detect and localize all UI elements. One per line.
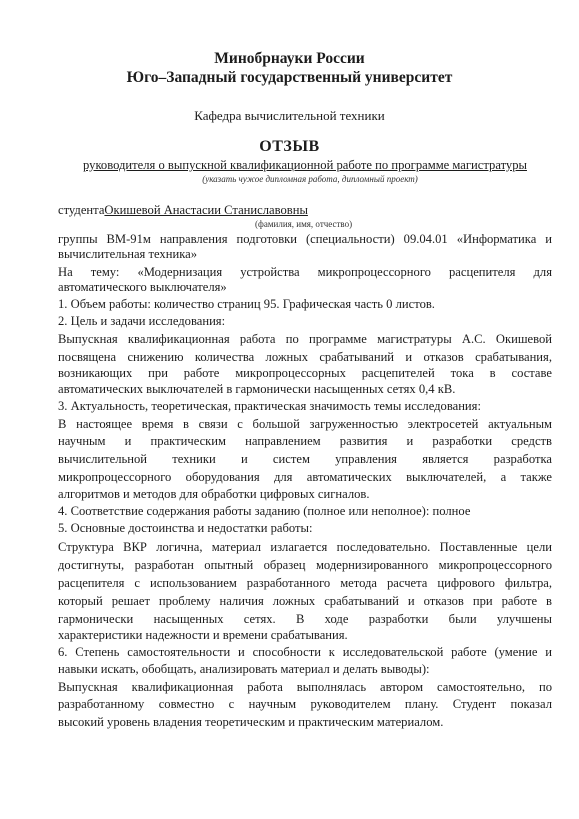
body-line-04: автоматического выключателя» xyxy=(58,280,227,294)
body-line-18: 5. Основные достоинства и недостатки работы: xyxy=(58,521,313,535)
body-line-11: 3. Актуальность, теоретическая, практическая значимость темы исследования: xyxy=(58,399,481,413)
body-line-29: высокий уровень владения теоретическим и практическим материалом. xyxy=(58,715,444,729)
body-line-07: Выпускная квалификационная работа по программе магистратуры А.С. Окишевой xyxy=(58,332,552,346)
body-line-22: который решает проблему наличия ложных срабатываний и отказов при работе в xyxy=(58,594,552,608)
ministry-heading: Минобрнауки России xyxy=(214,50,365,67)
body-line-23: гармонически насыщенных сетях. В ходе разработки были улучшены xyxy=(58,612,552,626)
body-line-16: алгоритмов и методов для обработки цифровых сигналов. xyxy=(58,487,370,501)
student-prefix: студента xyxy=(58,203,105,217)
body-line-20: достигнуты, разработан опытный образец модернизированного микропроцессорного xyxy=(58,558,552,572)
student-line xyxy=(58,203,552,218)
body-line-19: Структура ВКР логична, материал излагается последовательно. Поставленные цели xyxy=(58,540,552,554)
body-line-17: 4. Соответствие содержания работы заданию (полное или неполное): полное xyxy=(58,504,471,518)
document-subtitle: руководителя о выпускной квалификационной работе по программе магистратуры xyxy=(83,158,527,172)
body-line-27: Выпускная квалификационная работа выполнялась автором самостоятельно, по xyxy=(58,680,552,694)
body-line-21: расцепителя с использованием разработанного метода расчета цифрового фильтра, xyxy=(58,576,552,590)
body-line-12: В настоящее время в связи с большой загруженностью электросетей актуальным xyxy=(58,417,552,431)
body-line-26: навыки искать, обобщать, анализировать материал и делать выводы): xyxy=(58,662,430,676)
document-title: ОТЗЫВ xyxy=(259,138,320,155)
body-line-09: возникающих при работе микропроцессорных расцепителей тока в составе xyxy=(58,366,552,380)
body-line-15: микропроцессорного оборудования для автоматических выключателей, а также xyxy=(58,470,552,484)
body-line-03: На тему: «Модернизация устройства микропроцессорного расцепителя для xyxy=(58,265,552,279)
body-line-06: 2. Цель и задачи исследования: xyxy=(58,314,226,328)
body-line-14: вычислительной техники и систем управления является разработка xyxy=(58,452,552,466)
university-heading: Юго–Западный государственный университет xyxy=(126,69,453,86)
body-line-25: 6. Степень самостоятельности и способности к исследовательской работе (умение и xyxy=(58,645,552,659)
body-line-10: автоматических выключателей в гармонически насыщенных сетях 0,4 кВ. xyxy=(58,382,456,396)
body-line-05: 1. Объем работы: количество страниц 95. Графическая часть 0 листов. xyxy=(58,297,435,311)
student-name: Окишевой Анастасии Станиславовны xyxy=(104,203,308,217)
student-hint: (фамилия, имя, отчество) xyxy=(255,219,353,229)
body-line-28: разработанному совместно с научным руководителем плану. Студент показал xyxy=(58,697,552,711)
department-heading: Кафедра вычислительной техники xyxy=(194,108,385,123)
body-line-08: посвящена снижению количества ложных срабатываний и отказов срабатывания, xyxy=(58,350,552,364)
subtitle-hint: (указать чужое дипломная работа, дипломный проект) xyxy=(202,174,418,184)
body-line-01: группы ВМ-91м направления подготовки (специальности) 09.04.01 «Информатика и xyxy=(58,232,552,246)
body-line-02: вычислительная техника» xyxy=(58,247,198,261)
body-line-13: научным и практическим направлением развития и разработки средств xyxy=(58,434,552,448)
body-line-24: характеристики надежности и времени срабатывания. xyxy=(58,628,348,642)
